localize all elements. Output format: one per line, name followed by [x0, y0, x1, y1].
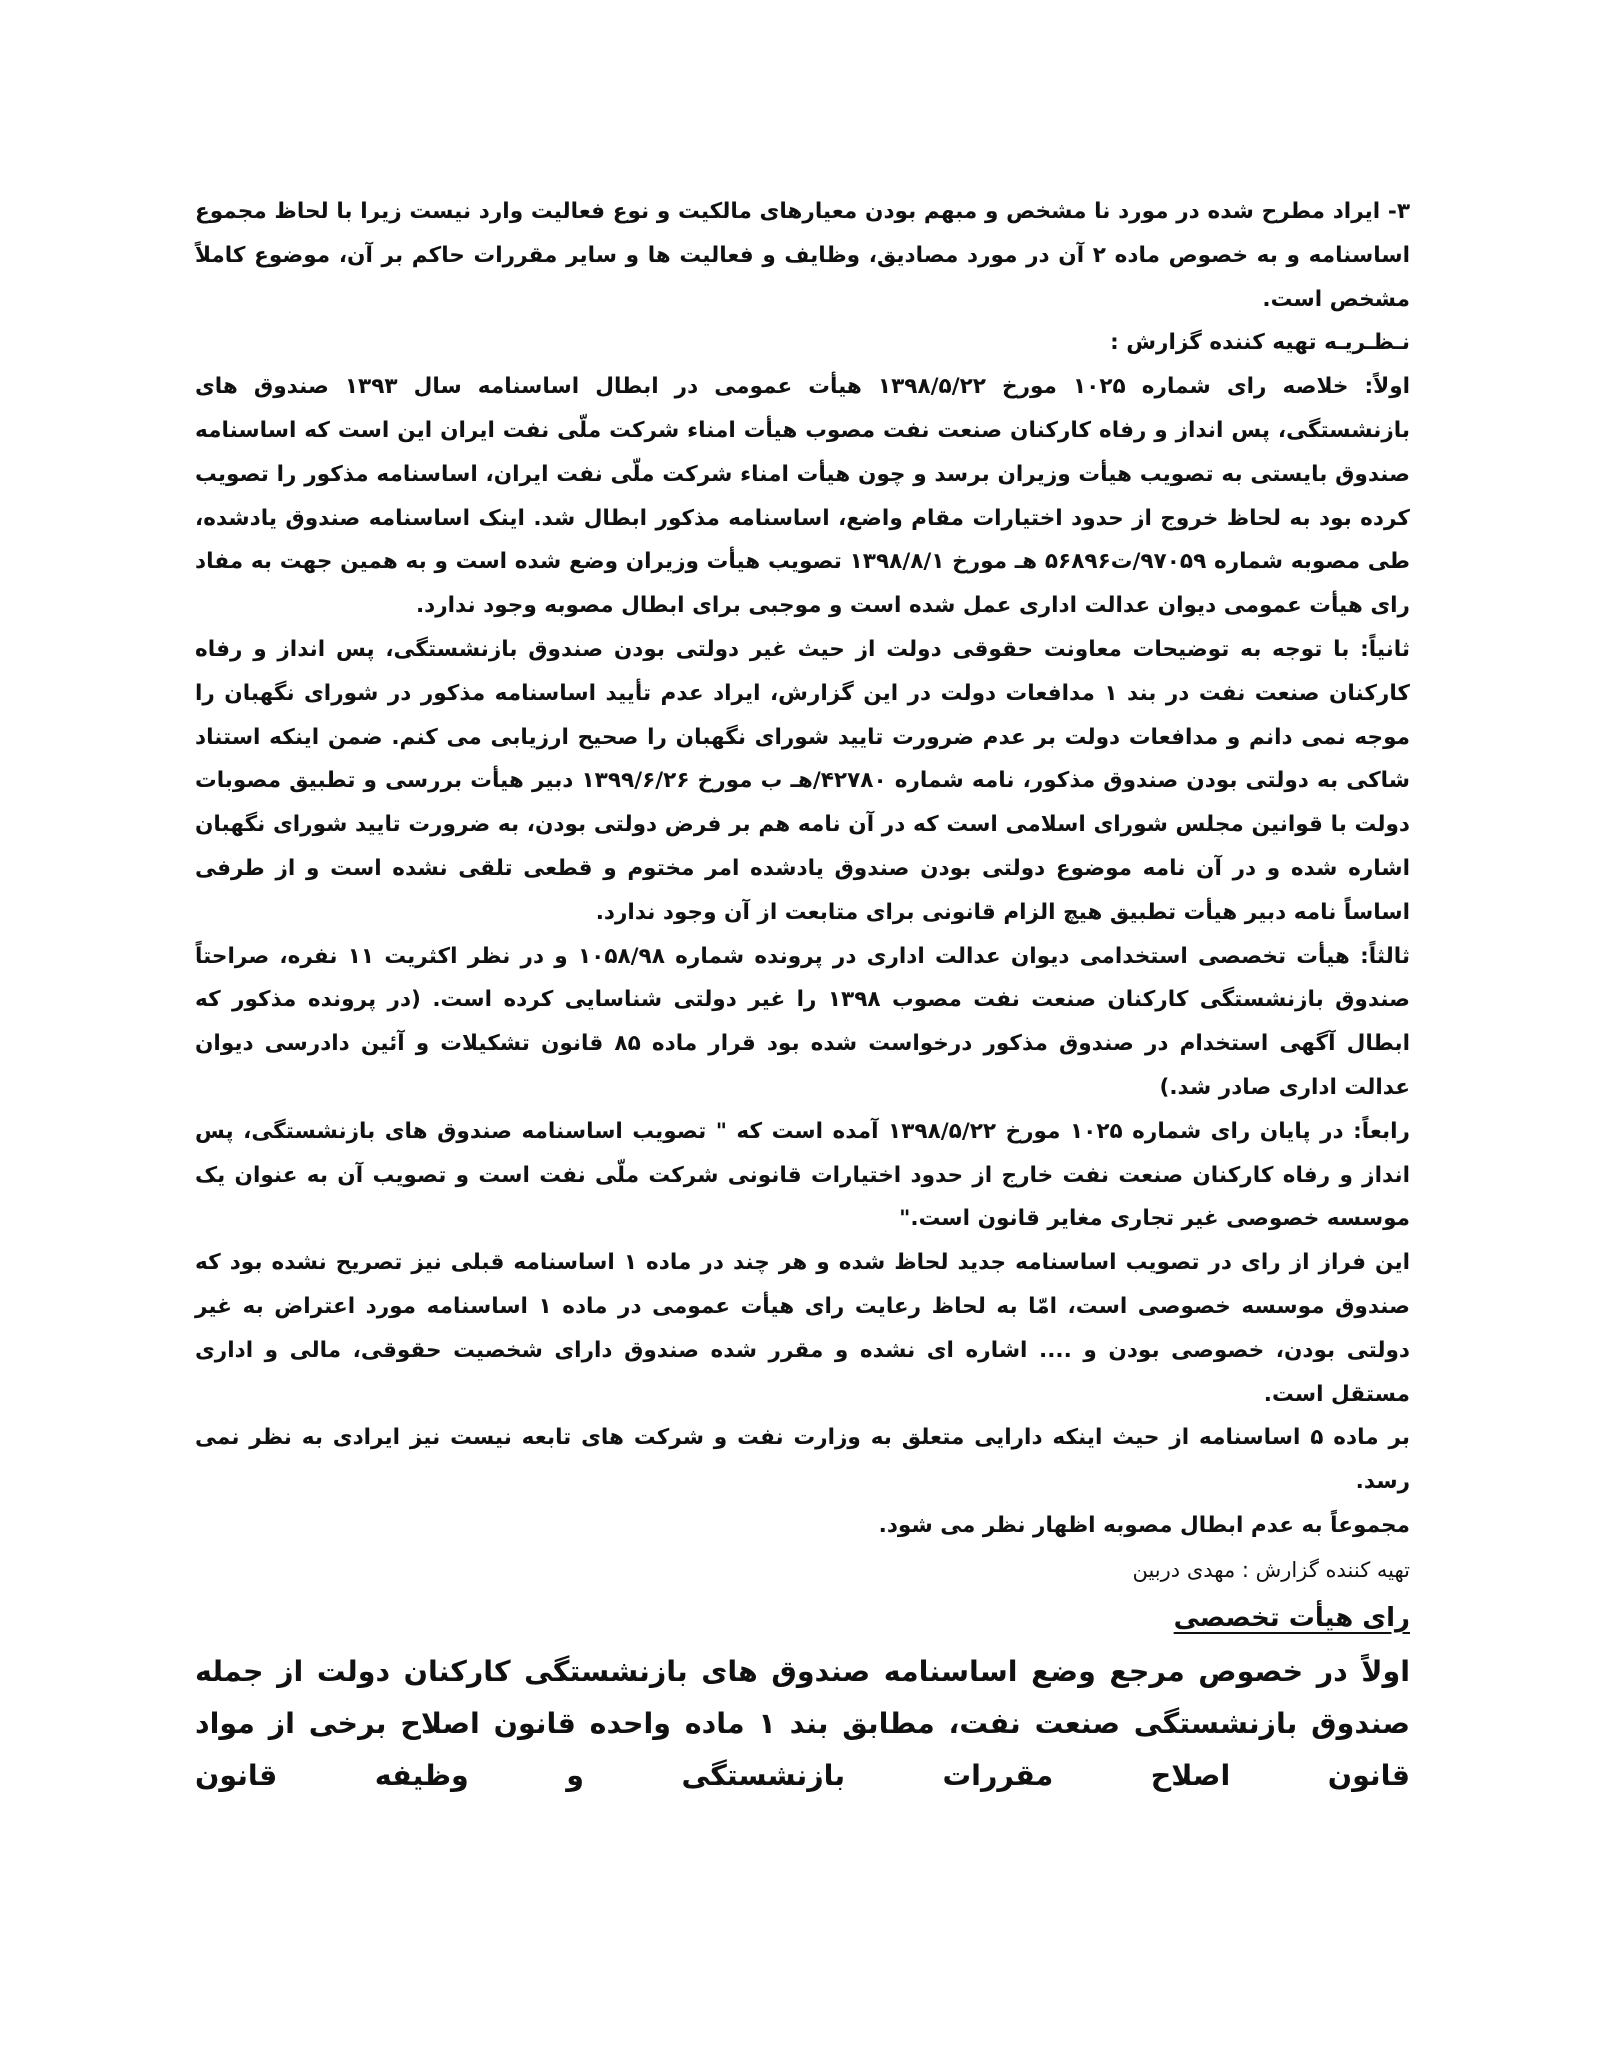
paragraph-first: اولاً: خلاصه رای شماره ۱۰۲۵ مورخ ۱۳۹۸/۵/۲۲ هیأت عمومی در ابطال اساسنامه سال ۱۳۹۳ صندوق های بازنشستگی، پس انداز و رفاه کارکنان صنعت نفت مصوب هیأت امناء شرکت ملّی نفت ایران این است که اساسنامه صندوق بایستی به تصویب هیأت وزیران برسد و چون هیأت امناء شرکت ملّی نفت ایران، اساسنامه مذکور را تصویب کرده بود به لحاظ خروج از حدود اختیارات مقام واضع، اساسنامه مذکور ابطال شد. اینک اساسنامه صندوق یادشده، طی مصوبه شماره ۹۷۰۵۹/ت۵۶۸۹۶ هـ مورخ ۱۳۹۸/۸/۱ تصویب هیأت وزیران وضع شده است و به همین جهت به مفاد رای هیأت عمومی دیوان عدالت اداری عمل شده است و موجبی برای ابطال مصوبه وجود ندارد.	[195, 374, 1411, 619]
paragraph-second: ثانیاً: با توجه به توضیحات معاونت حقوقی دولت از حیث غیر دولتی بودن صندوق بازنشستگی، پس انداز و رفاه کارکنان صنعت نفت در بند ۱ مدافعات دولت در این گزارش، ایراد عدم تأیید اساسنامه مذکور در شورای نگهبان را موجه نمی دانم و مدافعات دولت بر عدم ضرورت تایید شورای نگهبان را صحیح ارزیابی می کنم. ضمن اینکه استناد شاکی به دولتی بودن صندوق مذکور، نامه شماره ۴۲۷۸۰/هـ ب مورخ ۱۳۹۹/۶/۲۶ دبیر هیأت بررسی و تطبیق مصوبات دولت با قوانین مجلس شورای اسلامی است که در آن نامه هم بر فرض دولتی بودن، به ضرورت تایید شورای نگهبان اشاره شده و در آن نامه موضوع دولتی بودن صندوق یادشده امر مختوم و قطعی تلقی نشده است و از طرفی اساساً نامه دبیر هیأت تطبیق هیچ الزام قانونی برای متابعت از آن وجود ندارد.	[195, 636, 1410, 925]
committee-title: رای هیأت تخصصی	[1173, 1602, 1410, 1633]
report-signature: تهیه کننده گزارش : مهدی دربین	[1132, 1557, 1410, 1582]
paragraph-conclusion: مجموعاً به عدم ابطال مصوبه اظهار نظر می شود.	[878, 1512, 1410, 1538]
paragraph-third: ثالثاً: هیأت تخصصی استخدامی دیوان عدالت اداری در پرونده شماره ۱۰۵۸/۹۸ و در نظر اکثریت ۱۱ نفره، صراحتاً صندوق بازنشستگی کارکنان صنعت نفت مصوب ۱۳۹۸ را غیر دولتی شناسایی کرده است. (در پرونده مذکور که ابطال آگهی استخدام در صندوق مذکور درخواست شده بود قرار ماده ۸۵ قانون تشکیلات و آئین دادرسی دیوان عدالت اداری صادر شد.)	[195, 943, 1410, 1100]
paragraph-continuation: این فراز از رای در تصویب اساسنامه جدید لحاظ شده و هر چند در ماده ۱ اساسنامه قبلی نیز تصریح نشده بود که صندوق موسسه خصوصی است، امّا به لحاظ رعایت رای هیأت عمومی در ماده ۱ اساسنامه مورد اعتراض به غیر دولتی بودن، خصوصی بودن و .... اشاره ای نشده و مقرر شده صندوق دارای شخصیت حقوقی، مالی و اداری مستقل است.	[195, 1250, 1410, 1407]
paragraph-fourth: رابعاً: در پایان رای شماره ۱۰۲۵ مورخ ۱۳۹۸/۵/۲۲ آمده است که " تصویب اساسنامه صندوق های بازنشستگی، پس انداز و رفاه کارکنان صنعت نفت خارج از حدود اختیارات قانونی شرکت ملّی نفت است و تصویب آن به عنوان یک موسسه خصوصی غیر تجاری مغایر قانون است."	[195, 1118, 1410, 1232]
paragraph-objection-3: ۳- ایراد مطرح شده در مورد نا مشخص و مبهم بودن معیارهای مالکیت و نوع فعالیت وارد نیست زیرا با لحاظ مجموع اساسنامه و به خصوص ماده ۲ آن در مورد مصادیق، وظایف و فعالیت ها و سایر مقررات حاکم بر آن، موضوع کاملاً مشخص است.	[195, 199, 1410, 312]
paragraph-article-5: بر ماده ۵ اساسنامه از حیث اینکه دارایی متعلق به وزارت نفت و شرکت های تابعه نیست نیز ایرادی به نظر نمی رسد.	[195, 1425, 1410, 1495]
committee-paragraph: اولاً در خصوص مرجع وضع اساسنامه صندوق های بازنشستگی کارکنان دولت از جمله صندوق بازنشستگی صنعت نفت، مطابق بند ۱ ماده واحده قانون اصلاح برخی از مواد قانون اصلاح مقررات بازنشستگی و وظیفه قانون	[195, 1654, 1411, 1792]
document-page	[195, 190, 1410, 1802]
reporter-opinion-heading: نـظـریـه تهیه کننده گزارش :	[1110, 330, 1410, 356]
